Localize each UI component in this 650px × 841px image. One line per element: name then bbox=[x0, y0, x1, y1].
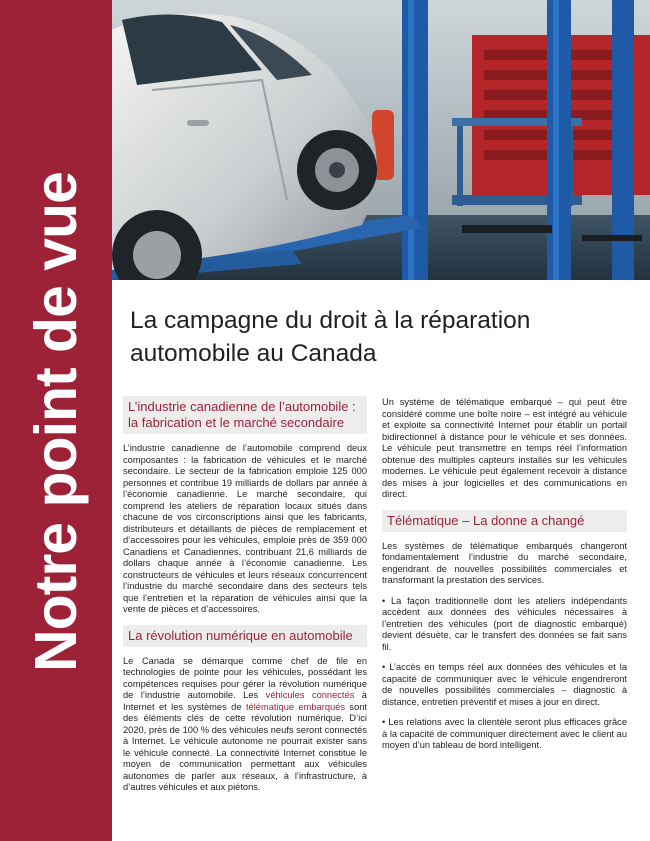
header-photo bbox=[112, 0, 650, 280]
section-heading-industry bbox=[123, 396, 367, 434]
page-title-line2: automobile au Canada bbox=[130, 340, 377, 367]
telematics-intro-paragraph: Un système de télématique embarqué – qui peut être considéré comme une boîte noire – est intégré au véhicule et exploite sa connectivité Internet pour établir un portail bidirectionnel à distance pour le véhicule et ses données. Le véhicule peut transmettre en temps réel l’information obtenue des multiples capteurs installés sur les véhicules modernes. Le véhicule peut également recevoir à distance des mises à jour logicielles et des communications en direct. bbox=[382, 397, 627, 499]
digital-text-part3: sont des éléments clés de cette révolution numérique. D’ici 2020, près de 100 % des véhicules neufs seront connectés à Internet. Le véhicule autonome ne pourrait exister sans le véhicule connecté. La connectivité Internet constitue le moyen de communication permettant aux véhicules autonomes de parler aux réseaux, à l’infrastructure, à d’autres véhicules et aux piétons. bbox=[123, 701, 367, 792]
section-heading-industry-line1: L’industrie canadienne de l’automobile : bbox=[128, 399, 356, 414]
telematics-bullet-2: • L’accès en temps réel aux données des véhicules et la capacité de communiquer avec le véhicule engendreront de nouvelles possibilités commerciales – diagnostic à distance, entretien préventif et mises à jour en direct. bbox=[382, 662, 627, 707]
telematics-bullet-3: • Les relations avec la clientèle seront plus efficaces grâce à la capacité de communiquer directement avec le client au moyen d’un tableau de bord intelligent. bbox=[382, 717, 627, 750]
garage-photo-illustration bbox=[112, 0, 650, 280]
sidebar-title: Notre point de vue bbox=[23, 172, 89, 672]
page-title-line1: La campagne du droit à la réparation bbox=[130, 307, 531, 334]
page-title bbox=[130, 304, 600, 370]
digital-text-part1: Le Canada se démarque comme chef de file en technologies de pointe pour les véhicules, possédant les compétences requises pour gérer la révolution numérique de l’industrie automobile. Les bbox=[123, 655, 367, 700]
digital-text-part2: à Internet et les systèmes de bbox=[123, 690, 367, 712]
sidebar-band bbox=[0, 0, 112, 841]
connected-vehicles-link[interactable]: véhicules connectés bbox=[265, 690, 355, 700]
digital-revolution-paragraph bbox=[123, 656, 367, 794]
industry-paragraph: L’industrie canadienne de l’automobile comprend deux composantes : la fabrication de véhicules et le marché secondaire. Le secteur de la fabrication emploie 125 000 personnes et contribue 19 milliards de dollars par année à l’économie canadienne. Le marché secondaire, qui comprend les ateliers de réparation locaux situés dans chacune de vos circonscriptions ainsi que les fabricants, distributeurs et détaillants de pièces de remplacement et d’accessoires pour les véhicules, emploie près de 359 000 Canadiens et Canadiennes, contribuant 21,6 milliards de dollars chaque année à l’économie canadienne. Les constructeurs de véhicules et leurs réseaux concurrencent l’industrie du marché secondaire dans des secteurs tels que l’entretien et la réparation de véhicules ainsi que la vente de pièces et d’accessoires. bbox=[123, 443, 367, 614]
embedded-telematics-link[interactable]: télématique embarqués bbox=[245, 701, 345, 712]
right-column bbox=[382, 397, 627, 761]
telematics-bullet-1: • La façon traditionnelle dont les ateliers indépendants accèdent aux données des véhicules nécessaires à l’entretien des véhicules (port de diagnostic embarqué) devient désuète, car le transfert des données se fait sans fil. bbox=[382, 595, 627, 652]
section-heading-telematics: Télématique – La donne a changé bbox=[382, 510, 627, 532]
section-heading-industry-line2: la fabrication et le marché secondaire bbox=[128, 415, 345, 430]
left-column bbox=[123, 396, 367, 803]
section-heading-digital-revolution: La révolution numérique en automobile bbox=[123, 625, 367, 647]
telematics-paragraph: Les systèmes de télématique embarqués changeront fondamentalement l’industrie du marché secondaire, engendrant de nouvelles possibilités commerciales et transformant la prestation des services. bbox=[382, 540, 627, 585]
